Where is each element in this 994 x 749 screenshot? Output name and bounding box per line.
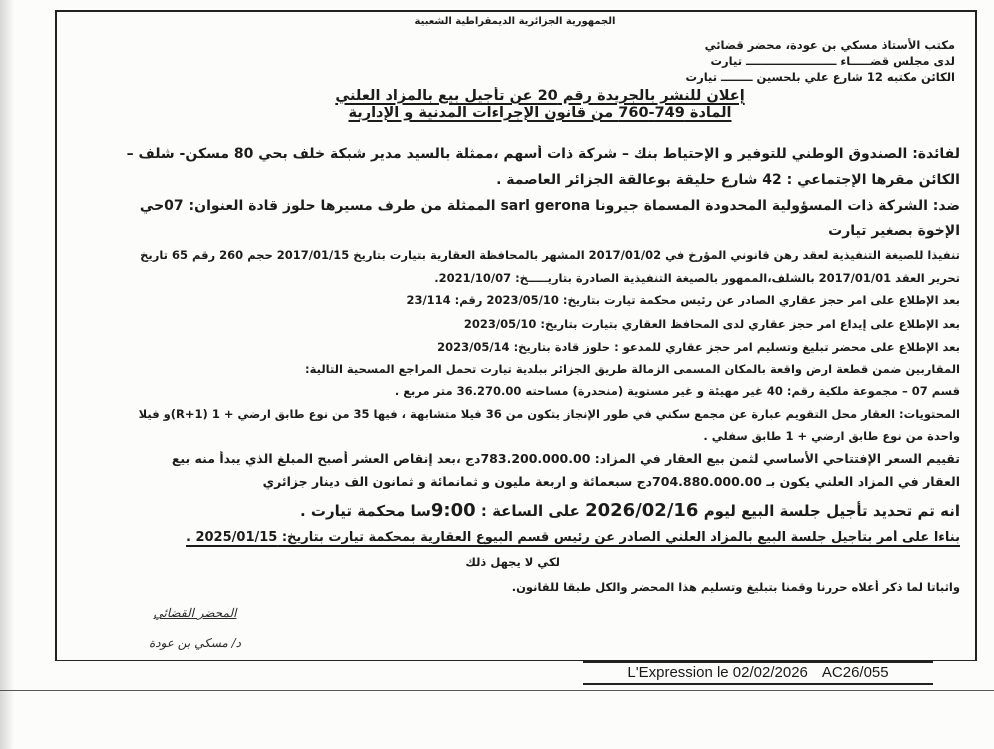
sale-at-time: على الساعة :	[480, 502, 580, 520]
procedure-line: تنفيذا للصيغة التنفيذية لعقد رهن قانوني المؤرخ في 2017/01/02 المشهر بالمحافظة العقارية بتيارت بتاريخ 2017/01/15 حجم 260 رقم 65 تاريخ	[140, 248, 960, 262]
notice-formula: لكي لا يجهل ذلك	[465, 555, 560, 569]
publication-name-date: L'Expression le 02/02/2026	[627, 664, 808, 681]
office-line-2: لدى مجلس قضـــــاء ـــــــــــــــــــــــ تيارت	[710, 54, 955, 68]
page-bottom-rule	[0, 690, 994, 691]
sale-time: 9:00	[430, 500, 476, 521]
sale-suffix: سا محكمة تيارت .	[300, 502, 431, 520]
procedure-line: تحرير العقد 2017/01/01 بالشلف،الممهور بالصيغة التنفيذية الصادرة بتاريـــــخ: 2021/10/07.	[434, 271, 960, 285]
opening-price: تقييم السعر الإفتتاحي الأساسي لثمن بيع العقار في المزاد: 783.200.000.00دج ،بعد إنقاص العشر أصبح المبلغ الذي يبدأ منه بيع	[171, 451, 960, 466]
republic-header: الجمهورية الجزائرية الديمقراطية الشعبية	[414, 16, 616, 27]
signature-title: المحضر القضائي	[153, 606, 237, 620]
defendant-address: الإخوة بصغير تيارت	[828, 223, 960, 239]
scan-edge	[0, 0, 14, 749]
defendant-line: ضد: الشركة ذات المسؤولية المحدودة المسماة جيرونا sarl gerona الممثلة من طرف مسيرها حلوز قادة العنوان: 07حي	[139, 198, 960, 214]
publication-stamp	[583, 661, 933, 685]
property-location: المقاربين ضمن قطعة ارض واقعة بالمكان المسمى الزمالة طريق الجزائر ببلدية تيارت تحمل المراجع المسحية التالية:	[305, 362, 960, 376]
closing-statement: واثباتا لما ذكر أعلاه حررنا وقمنا بتبليغ وتسليم هذا المحضر والكل طبقا للقانون.	[511, 580, 960, 594]
postponement-order: بناءا على أمر بتأجيل جلسة البيع بالمزاد العلني الصادر عن رئيس قسم البيوع العقارية بمحكمة تيارت بتاريخ: 2025/01/15 .	[186, 530, 960, 545]
procedure-line: بعد الإطلاع على إيداع امر حجز عقاري لدى المحافظ العقاري بتيارت بتاريخ: 2023/05/10	[463, 317, 960, 331]
publication-reference: AC26/055	[821, 664, 889, 681]
signature-name: د/ مسكي بن عودة	[148, 636, 242, 650]
office-line-1: مكتب الأستاذ مسكي بن عودة، محضر قضائي	[704, 38, 955, 52]
beneficiary-line: لفائدة: الصندوق الوطني للتوفير و الإحتياط بنك – شركة ذات أسهم ،ممثلة بالسيد مدير شبكة خلف بحي 80 مسكن- شلف –	[126, 146, 960, 162]
beneficiary-address: الكائن مقرها الإجتماعي : 42 شارع حليقة بوعالقة الجزائر العاصمة .	[496, 172, 960, 188]
office-line-3: الكائن مكتبه 12 شارع علي بلحسين ــــــــ تيارت	[685, 70, 955, 84]
procedure-line: بعد الإطلاع على امر حجز عقاري الصادر عن رئيس محكمة تيارت بتاريخ: 2023/05/10 رقم: 23/114	[406, 293, 960, 307]
notice-title: إعلان للنشر بالجريدة رقم 20 عن تأجيل بيع بالمزاد العلني	[335, 88, 745, 104]
property-contents-cont: واحدة من نوع طابق ارضي + 1 طابق سفلي .	[703, 429, 960, 443]
property-parcel: قسم 07 – مجموعة ملكية رقم: 40 غير مهيئة و غير مستوية (منحدرة) مساحته 36.270.00 متر مربع .	[394, 384, 960, 398]
sale-session-line	[78, 499, 960, 522]
notice-subtitle: المادة 749-760 من قانون الإجراءات المدنية و الإدارية	[348, 105, 732, 121]
property-contents: المحتويات: العقار محل التقويم عبارة عن مجمع سكني في طور الإنجاز يتكون من 36 فيلا متشابهة ، فيها 35 من نوع طابق ارضي + 1 (R+1)و فيلا	[138, 407, 960, 421]
sale-prefix: انه تم تحديد تأجيل جلسة البيع ليوم	[703, 502, 960, 520]
sale-date: 2026/02/16	[585, 500, 699, 521]
procedure-line: بعد الإطلاع على محضر تبليغ وتسليم امر حجز عقاري للمدعو : حلوز قادة بتاريخ: 2023/05/14	[437, 340, 960, 354]
reduced-price: العقار في المزاد العلني يكون بـ 704.880.000.00دج سبعمائة و اربعة مليون و ثمانمائة و ثمانون الف دينار جزائري	[262, 474, 960, 489]
